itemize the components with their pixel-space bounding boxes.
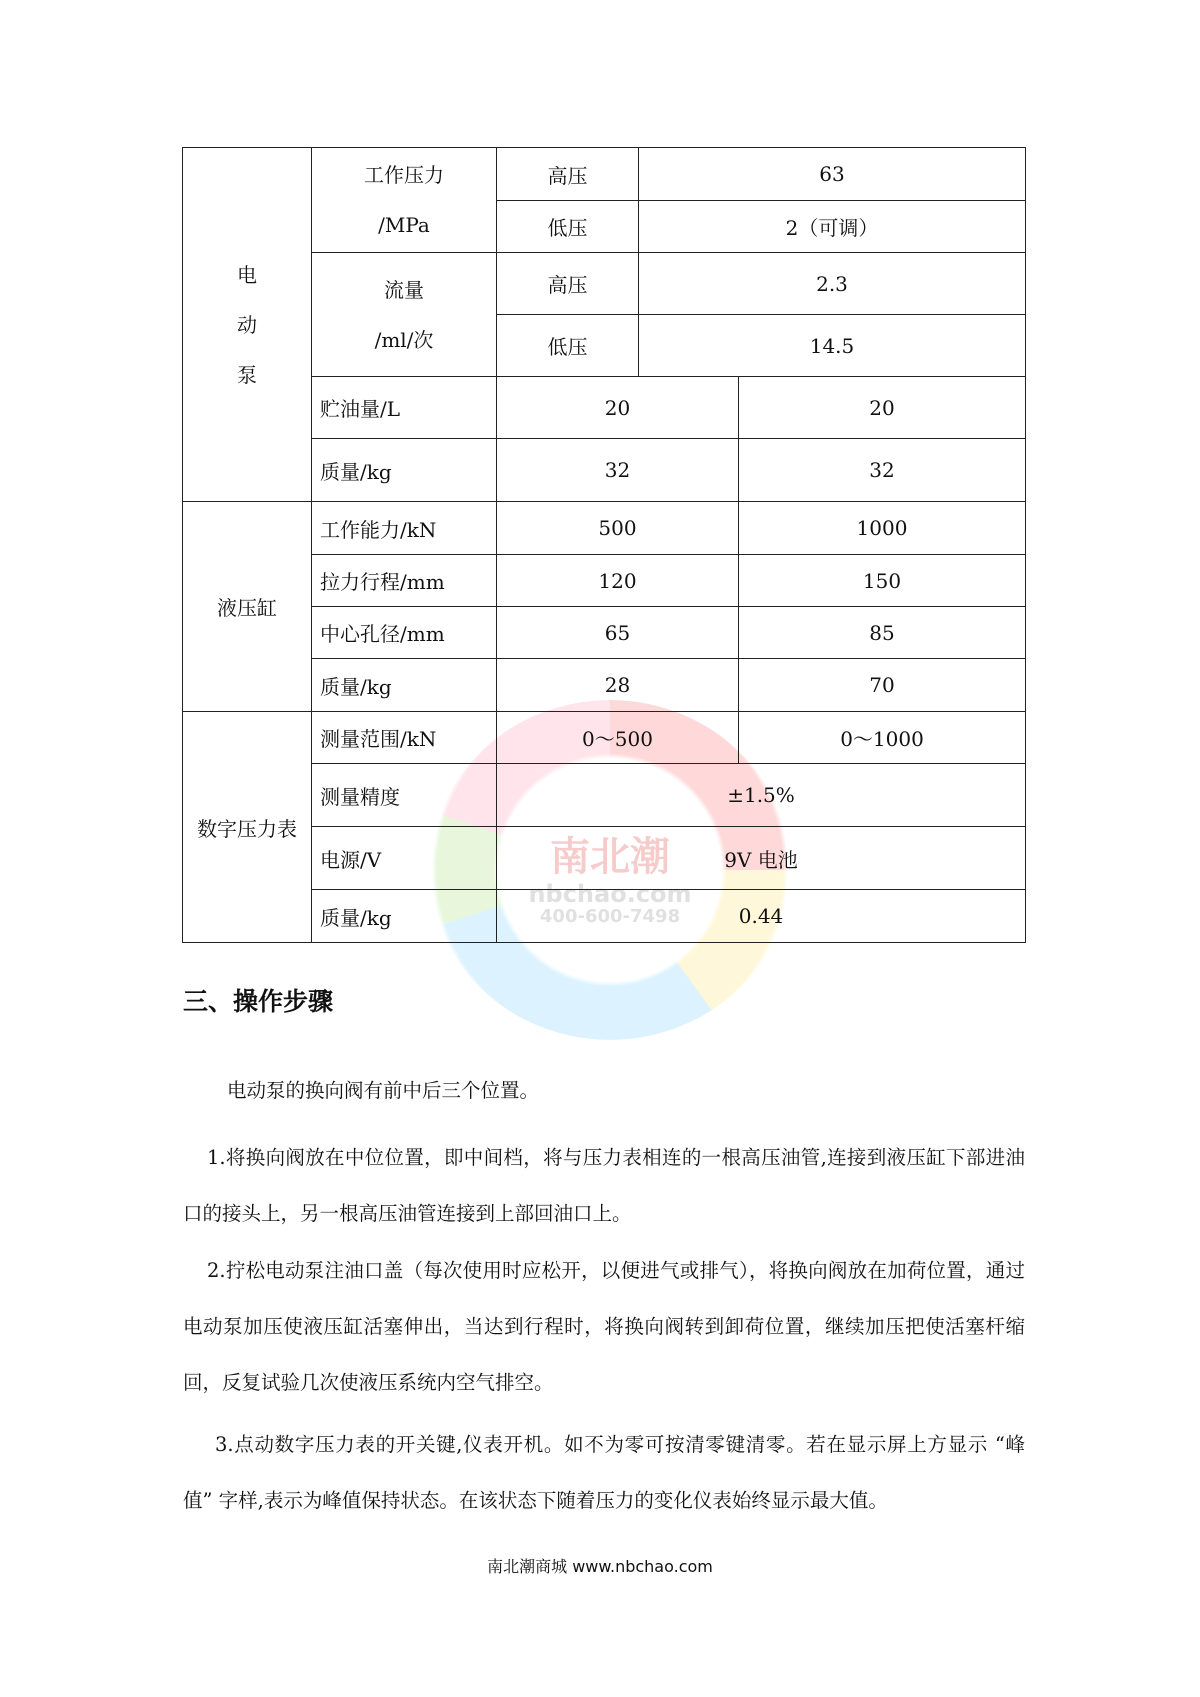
cell: 65 bbox=[497, 607, 739, 659]
cell: 2.3 bbox=[639, 253, 1026, 315]
cell: 500 bbox=[497, 502, 739, 555]
cell: 测量范围/kN bbox=[312, 712, 497, 764]
paragraph: 2.拧松电动泵注油口盖（每次使用时应松开，以便进气或排气），将换向阀放在加荷位置，通过电动泵加压使液压缸活塞伸出，当达到行程时，将换向阀转到卸荷位置，继续加压把使活塞杆缩回，反复试验几次使液压系统内空气排空。 bbox=[183, 1259, 1025, 1394]
cell: 85 bbox=[739, 607, 1026, 659]
cell: 1000 bbox=[739, 502, 1026, 555]
cell: 质量/kg bbox=[312, 890, 497, 943]
paragraph: 1.将换向阀放在中位位置，即中间档，将与压力表相连的一根高压油管,连接到液压缸下部进油口的接头上，另一根高压油管连接到上部回油口上。 bbox=[183, 1146, 1025, 1225]
paragraph: 电动泵的换向阀有前中后三个位置。 bbox=[227, 1079, 540, 1102]
cell: 工作能力/kN bbox=[312, 502, 497, 555]
cell: 质量/kg bbox=[312, 439, 497, 502]
cell: 32 bbox=[739, 439, 1026, 502]
watermark-site: nbchao.com bbox=[528, 880, 692, 908]
cell: 电源/V bbox=[312, 827, 497, 890]
cell: 63 bbox=[639, 148, 1026, 201]
cell: 贮油量/L bbox=[312, 377, 497, 439]
spec-table bbox=[182, 147, 1026, 943]
watermark-name: 南北潮 bbox=[550, 834, 670, 880]
cell: 28 bbox=[497, 659, 739, 712]
cell: 高压 bbox=[497, 253, 639, 315]
section-title: 三、操作步骤 bbox=[183, 987, 334, 1016]
cell: 2（可调） bbox=[639, 201, 1026, 253]
group-pump: 电 动 泵 bbox=[183, 148, 312, 502]
cell: 9V 电池 bbox=[497, 827, 1026, 890]
cell: 20 bbox=[739, 377, 1026, 439]
group-gauge: 数字压力表 bbox=[183, 712, 312, 943]
cell: 0～1000 bbox=[739, 712, 1026, 764]
cell: 中心孔径/mm bbox=[312, 607, 497, 659]
flow-label: 流量 /ml/次 bbox=[312, 253, 497, 377]
cell: 32 bbox=[497, 439, 739, 502]
cell: 低压 bbox=[497, 201, 639, 253]
cell: 120 bbox=[497, 555, 739, 607]
cell: 拉力行程/mm bbox=[312, 555, 497, 607]
cell: 测量精度 bbox=[312, 764, 497, 827]
footer: 南北潮商城 www.nbchao.com bbox=[487, 1557, 713, 1576]
paragraph: 3.点动数字压力表的开关键,仪表开机。如不为零可按清零键清零。若在显示屏上方显示 “峰值” 字样,表示为峰值保持状态。在该状态下随着压力的变化仪表始终显示最大值。 bbox=[183, 1433, 1025, 1512]
cell: 0～500 bbox=[497, 712, 739, 764]
cell: 质量/kg bbox=[312, 659, 497, 712]
pressure-label: 工作压力 /MPa bbox=[312, 148, 497, 253]
cell: 150 bbox=[739, 555, 1026, 607]
cell: 低压 bbox=[497, 315, 639, 377]
cell: 14.5 bbox=[639, 315, 1026, 377]
cell: 20 bbox=[497, 377, 739, 439]
cell: ±1.5% bbox=[497, 764, 1026, 827]
cell: 高压 bbox=[497, 148, 639, 201]
watermark-phone: 400-600-7498 bbox=[539, 906, 681, 927]
cell: 0.44 bbox=[497, 890, 1026, 943]
cell: 70 bbox=[739, 659, 1026, 712]
group-cylinder: 液压缸 bbox=[183, 502, 312, 712]
